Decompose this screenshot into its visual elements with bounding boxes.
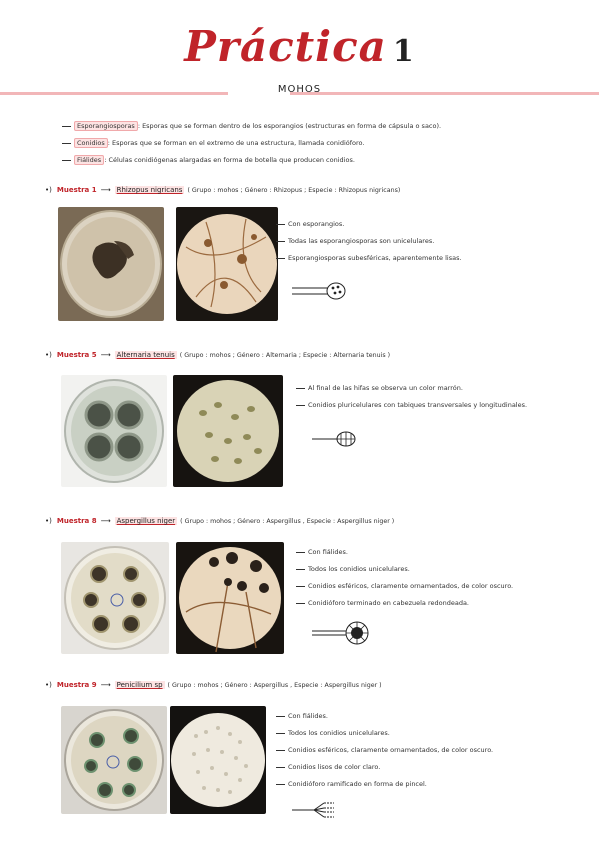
page-subtitle: MOHOS	[277, 84, 322, 95]
sample-8-note: Todos los conidios unicelulares.	[296, 565, 513, 582]
sample-5-note: Al final de las hifas se observa un color marrón.	[296, 384, 527, 401]
sample-9-note: Conidios esféricos, claramente ornamentados, de color oscuro.	[276, 746, 493, 763]
sample-8-conidiophore-sketch	[310, 620, 372, 646]
sample-8-petri-photo	[61, 542, 169, 654]
sample-5-notes	[296, 384, 527, 418]
sample-5-note: Conidios pluricelulares con tabiques transversales y longitudinales.	[296, 401, 527, 418]
sample-9-note: Conidióforo ramificado en forma de pincel.	[276, 780, 493, 797]
sample-8-note: Conidióforo terminado en cabezuela redondeada.	[296, 599, 513, 616]
definition-conidios: Conidios : Esporas que se forman en el extremo de una estructura, llamada conidióforo.	[62, 139, 364, 147]
sample-1-header: •) Muestra 1 ⟶ Rhizopus nigricans ( Grupo : mohos ; Género : Rhizopus ; Especie : Rhizopus nigricans)	[45, 186, 401, 194]
sample-1-note: Esporangiosporas subesféricas, aparentemente lisas.	[276, 254, 462, 271]
sample-5-microscope-photo	[173, 375, 283, 487]
sample-1-petri-photo	[58, 207, 164, 321]
sample-9-notes	[276, 712, 493, 797]
sample-9-note: Conidios lisos de color claro.	[276, 763, 493, 780]
sample-9-note: Con fiálides.	[276, 712, 493, 729]
definition-esporangiosporas: Esporangiosporas : Esporas que se forman dentro de los esporangios (estructuras en forma de cápsula o saco).	[62, 122, 441, 130]
sample-8-note: Con fiálides.	[296, 548, 513, 565]
sample-9-note: Todos los conidios unicelulares.	[276, 729, 493, 746]
sample-1-microscope-photo	[176, 207, 278, 321]
sample-1-note: Con esporangios.	[276, 220, 462, 237]
sample-8-note: Conidios esféricos, claramente ornamentados, de color oscuro.	[296, 582, 513, 599]
sample-5-header: •) Muestra 5 ⟶ Alternaria tenuis ( Grupo : mohos ; Género : Alternaria ; Especie : Alternaria tenuis )	[45, 351, 391, 359]
sample-9-microscope-photo	[170, 706, 266, 814]
sample-9-penicillus-sketch	[290, 800, 340, 820]
sample-8-header: •) Muestra 8 ⟶ Aspergillus niger ( Grupo : mohos ; Género : Aspergillus , Especie : Aspergillus niger )	[45, 517, 395, 525]
sample-5-petri-photo	[61, 375, 167, 487]
page-title: Práctica 1	[184, 22, 415, 71]
sample-1-sporangium-sketch	[290, 280, 350, 302]
sample-5-conidium-sketch	[310, 429, 360, 449]
sample-9-petri-photo	[61, 706, 167, 814]
sample-9-header: •) Muestra 9 ⟶ Penicilium sp ( Grupo : mohos ; Género : Aspergillus , Especie : Aspergillus niger )	[45, 681, 382, 689]
sample-8-microscope-photo	[176, 542, 284, 654]
sample-1-note: Todas las esporangiosporas son unicelulares.	[276, 237, 462, 254]
definition-fialides: Fiálides : Células conidiógenas alargadas en forma de botella que producen conidios.	[62, 156, 355, 164]
sample-1-notes	[276, 220, 462, 271]
sample-8-notes	[296, 548, 513, 616]
